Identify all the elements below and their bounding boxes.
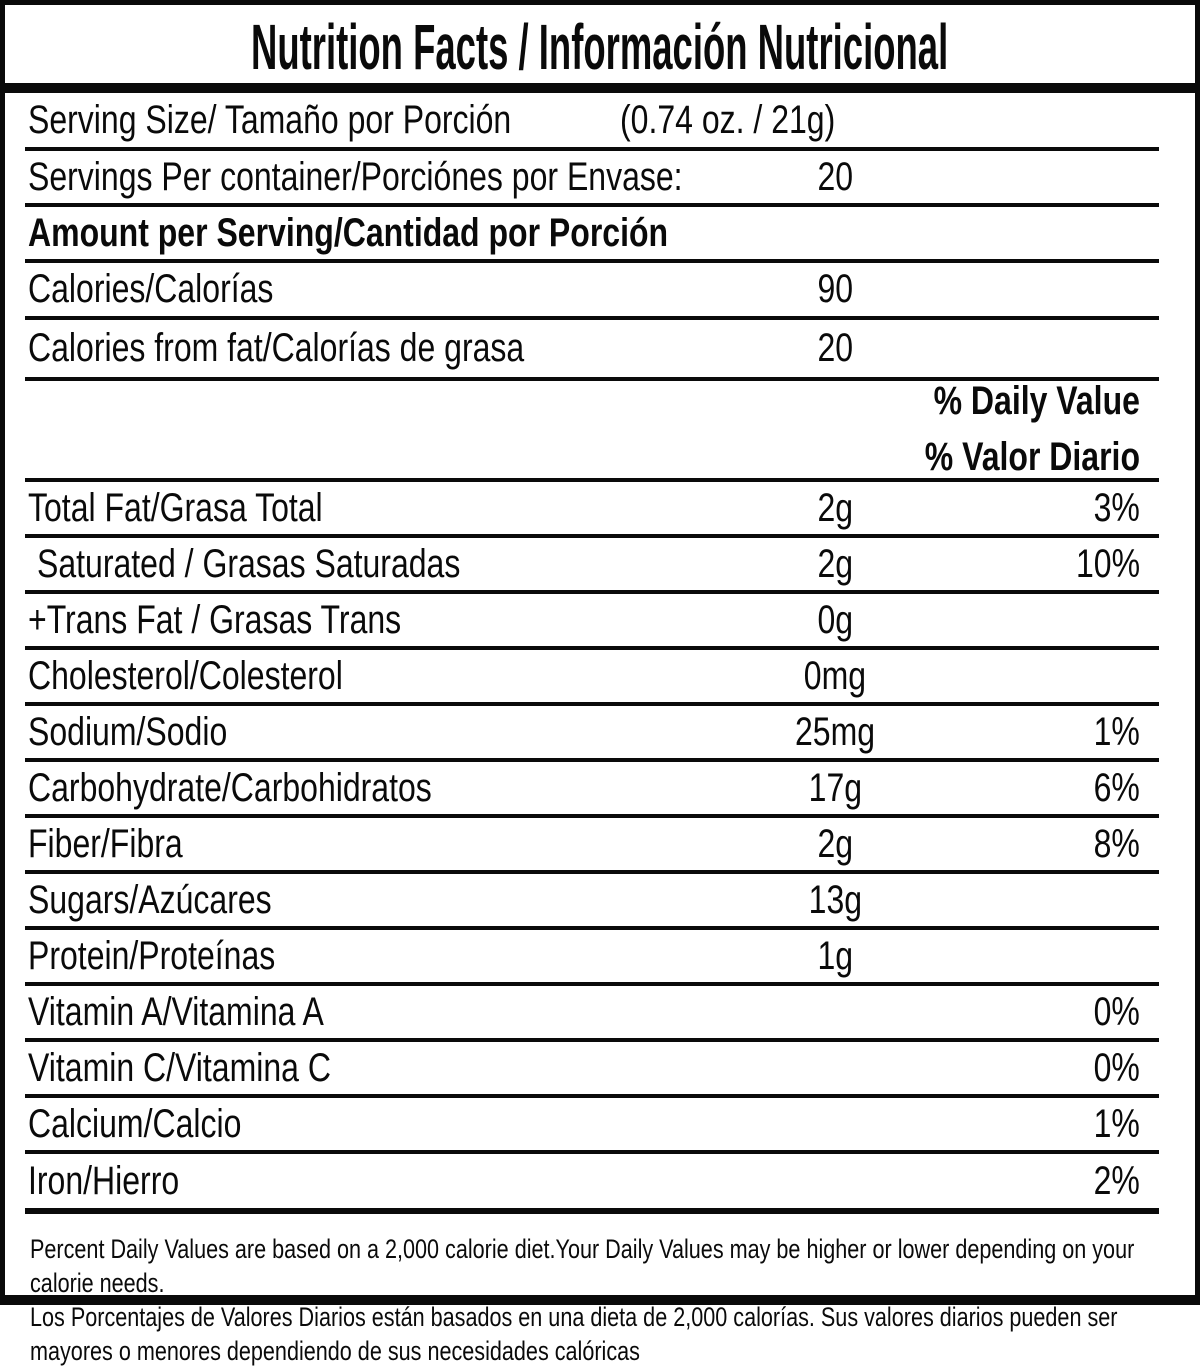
row-serving-size [25, 93, 1159, 151]
calories-label: Calories/Calorías [28, 267, 274, 311]
row-calories-from-fat [25, 320, 1159, 381]
nutrient-dv: 3% [1093, 485, 1140, 530]
nutrient-label: Calcium/Calcio [28, 1101, 242, 1146]
amount-per-serving-header: Amount per Serving/Cantidad por Porción [28, 210, 669, 255]
nutrient-dv: 2% [1093, 1158, 1140, 1203]
nutrient-amount: 2g [817, 821, 853, 866]
daily-value-header-es: % Valor Diario [924, 435, 1140, 479]
row-iron [25, 1154, 1159, 1214]
nutrient-label: Sodium/Sodio [28, 709, 228, 754]
nutrient-amount: 1g [817, 933, 853, 978]
nutrient-label: Saturated / Grasas Saturadas [37, 541, 461, 586]
row-trans-fat [25, 594, 1159, 650]
row-vitamin-c [25, 1042, 1159, 1098]
row-saturated-fat [25, 538, 1159, 594]
daily-value-header [25, 381, 1159, 482]
nutrient-dv: 0% [1093, 1045, 1140, 1090]
row-sugars [25, 874, 1159, 930]
nutrient-amount: 0g [817, 597, 853, 642]
row-protein [25, 930, 1159, 986]
calories-value: 90 [817, 267, 853, 311]
nutrient-dv: 10% [1075, 541, 1140, 586]
serving-size-value: (0.74 oz. / 21g) [620, 97, 836, 142]
calories-from-fat-value: 20 [817, 326, 853, 370]
nutrient-label: Vitamin A/Vitamina A [28, 989, 324, 1034]
row-amount-per-serving [25, 207, 1159, 263]
nutrient-amount: 2g [817, 485, 853, 530]
nutrient-dv: 1% [1093, 709, 1140, 754]
row-carbohydrate [25, 762, 1159, 818]
nutrient-amount: 2g [817, 541, 853, 586]
nutrient-label: Total Fat/Grasa Total [28, 485, 323, 530]
serving-size-label: Serving Size/ Tamaño por Porción [28, 97, 512, 142]
row-sodium [25, 706, 1159, 762]
calories-from-fat-label: Calories from fat/Calorías de grasa [28, 326, 525, 370]
nutrient-label: Cholesterol/Colesterol [28, 653, 343, 698]
row-calcium [25, 1098, 1159, 1154]
footnote-english: Percent Daily Values are based on a 2,000 calorie diet.Your Daily Values may be higher or lower depending on your calorie needs. [30, 1234, 1135, 1298]
nutrient-label: Vitamin C/Vitamina C [28, 1045, 331, 1090]
nutrient-dv: 1% [1093, 1101, 1140, 1146]
nutrient-amount: 25mg [794, 709, 876, 754]
nutrient-label: Sugars/Azúcares [28, 877, 272, 922]
daily-value-header-en: % Daily Value [933, 379, 1140, 423]
nutrient-label: Protein/Proteínas [28, 933, 276, 978]
nutrient-amount: 0mg [803, 653, 867, 698]
nutrient-amount: 17g [808, 765, 862, 810]
footnote-spanish: Los Porcentajes de Valores Diarios están basados en una dieta de 2,000 calorías. Sus valores diarios pueden ser mayores o menores dependiendo de sus necesidades calóricas [30, 1302, 1118, 1366]
row-total-fat [25, 482, 1159, 538]
label-title: Nutrition Facts / Información Nutricional [251, 11, 949, 83]
servings-per-container-label: Servings Per container/Porciónes por Envase: [28, 154, 683, 199]
footnotes [25, 1214, 1159, 1368]
row-vitamin-a [25, 986, 1159, 1042]
nutrient-label: Iron/Hierro [28, 1158, 180, 1203]
row-cholesterol [25, 650, 1159, 706]
nutrient-amount: 13g [808, 877, 862, 922]
nutrient-dv: 8% [1093, 821, 1140, 866]
nutrient-dv: 6% [1093, 765, 1140, 810]
row-servings-per-container [25, 151, 1159, 207]
row-calories [25, 263, 1159, 320]
servings-per-container-value: 20 [817, 154, 853, 199]
nutrient-dv: 0% [1093, 989, 1140, 1034]
label-header [5, 5, 1195, 93]
nutrient-label: Fiber/Fibra [28, 821, 183, 866]
nutrient-label: Carbohydrate/Carbohidratos [28, 765, 432, 810]
nutrient-label: +Trans Fat / Grasas Trans [28, 597, 402, 642]
row-fiber [25, 818, 1159, 874]
